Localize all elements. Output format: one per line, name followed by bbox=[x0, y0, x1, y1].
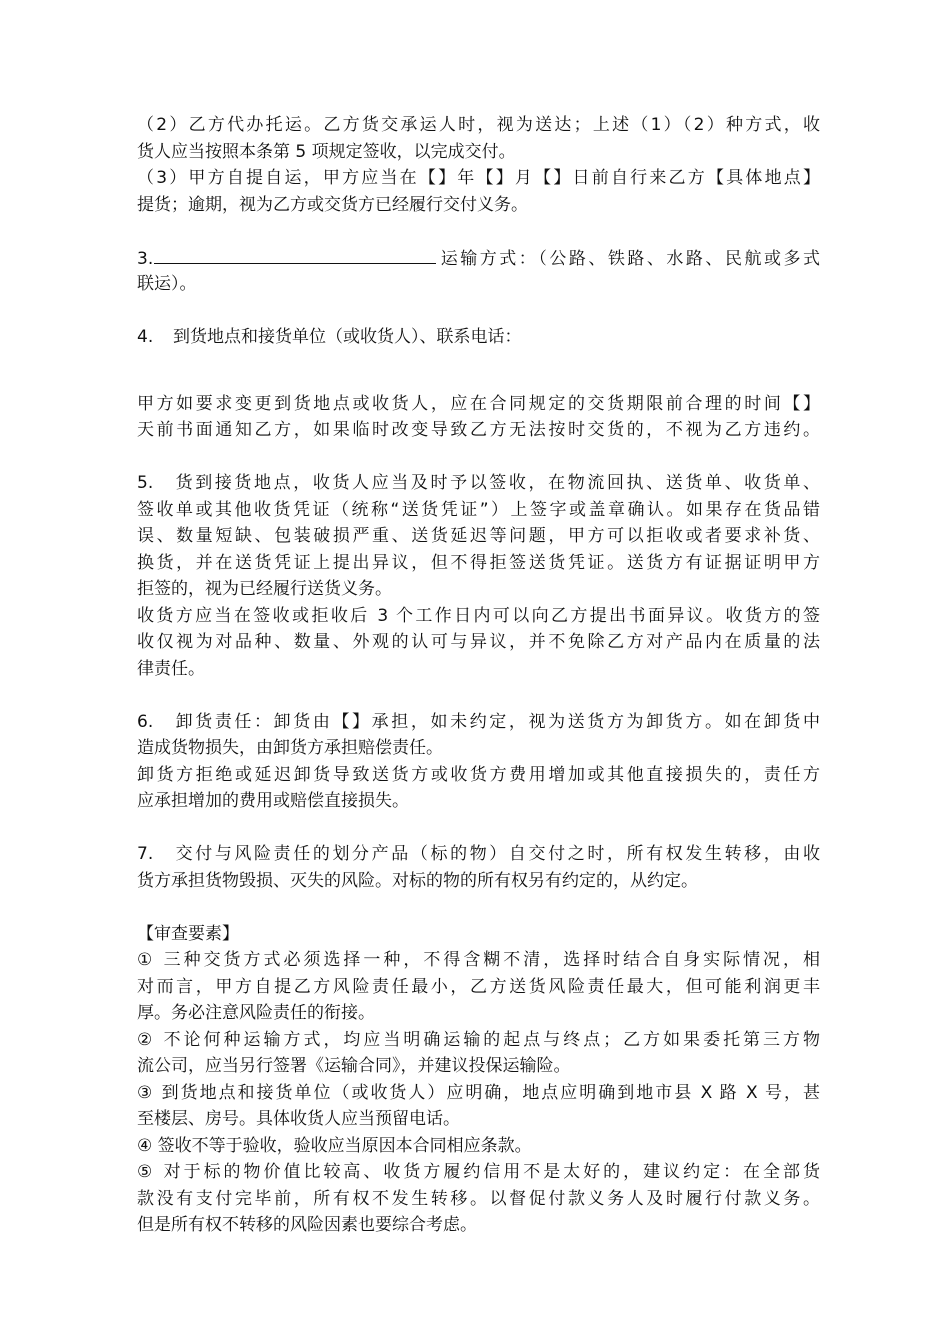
text-line: （3）甲方自提自运，甲方应当在【】年【】月【】日前自行来乙方【具体地点】 bbox=[137, 168, 820, 188]
document-body bbox=[137, 112, 820, 1239]
clause-text: 货到接货地点，收货人应当及时予以签收，在物流回执、送货单、收货单、 bbox=[173, 473, 820, 493]
review-item-line: ⑤ 对于标的物价值比较高、收货方履约信用不是太好的，建议约定：在全部货 bbox=[137, 1162, 820, 1182]
text-line bbox=[137, 709, 820, 736]
text-line: 造成货物损失，由卸货方承担赔偿责任。 bbox=[137, 738, 443, 758]
text-line bbox=[137, 841, 820, 868]
clause-text: 到货地点和接货单位（或收货人）、联系电话： bbox=[173, 327, 522, 347]
clause-number: 3. bbox=[137, 248, 154, 269]
clause-3-transport bbox=[137, 245, 820, 298]
clause-number: 6. bbox=[137, 711, 154, 732]
clause-number: 5. bbox=[137, 473, 154, 493]
text-line bbox=[137, 470, 820, 497]
paragraph-delivery-methods bbox=[137, 112, 820, 218]
review-item-line: ① 三种交货方式必须选择一种，不得含糊不清，选择时结合自身实际情况，相 bbox=[137, 950, 820, 970]
section-heading: 【审查要素】 bbox=[137, 923, 239, 944]
fill-in-blank bbox=[154, 245, 436, 264]
text-line: 货方承担货物毁损、灭失的风险。对标的物的所有权另有约定的，从约定。 bbox=[137, 870, 698, 891]
text-line: 联运）。 bbox=[137, 274, 197, 294]
paragraph-spacer bbox=[137, 894, 820, 921]
text-line: （2）乙方代办托运。乙方货交承运人时，视为送达；上述（1）（2）种方式，收 bbox=[137, 115, 820, 135]
text-line: 卸货方拒绝或延迟卸货导致送货方或收货方费用增加或其他直接损失的，责任方 bbox=[137, 764, 820, 785]
clause-text: 运输方式：（公路、铁路、水路、民航或多式 bbox=[438, 248, 820, 269]
text-line: 收货方应当在签收或拒收后 3 个工作日内可以向乙方提出书面异议。收货方的签 bbox=[137, 605, 820, 626]
paragraph-spacer bbox=[137, 218, 820, 245]
text-line: 误、数量短缺、包装破损严重、送货延迟等问题，甲方可以拒收或者要求补货、 bbox=[137, 526, 820, 546]
clause-text: 交付与风险责任的划分产品（标的物）自交付之时，所有权发生转移，由收 bbox=[173, 844, 820, 864]
clause-6-unloading bbox=[137, 709, 820, 815]
review-item-line: 流公司，应当另行签署《运输合同》，并建议投保运输险。 bbox=[137, 1056, 571, 1076]
text-line: 应承担增加的费用或赔偿直接损失。 bbox=[137, 791, 409, 811]
review-elements-section bbox=[137, 921, 820, 1239]
text-line: 提货；逾期，视为乙方或交货方已经履行交付义务。 bbox=[137, 194, 528, 215]
clause-5-receipt bbox=[137, 470, 820, 682]
paragraph-spacer bbox=[137, 444, 820, 471]
paragraph-spacer bbox=[137, 815, 820, 842]
text-line: 换货，并在送货凭证上提出异议，但不得拒签送货凭证。送货方有证据证明甲方 bbox=[137, 552, 820, 573]
clause-number: 7. bbox=[137, 844, 154, 864]
review-item-line: ④ 签收不等于验收，验收应当原因本合同相应条款。 bbox=[137, 1135, 532, 1156]
clause-text: 卸货责任：卸货由【】承担，如未约定，视为送货方为卸货方。如在卸货中 bbox=[173, 711, 820, 732]
review-item-line: ③ 到货地点和接货单位（或收货人）应明确，地点应明确到地市县 X 路 X 号，甚 bbox=[137, 1082, 820, 1103]
text-line: 律责任。 bbox=[137, 658, 205, 679]
review-item-line: ② 不论何种运输方式，均应当明确运输的起点与终点；乙方如果委托第三方物 bbox=[137, 1029, 820, 1050]
text-line: 天前书面通知乙方，如果临时改变导致乙方无法按时交货的，不视为乙方违约。 bbox=[137, 420, 820, 440]
clause-7-risk bbox=[137, 841, 820, 894]
text-line bbox=[137, 245, 820, 272]
review-item-line: 至楼层、房号。具体收货人应当预留电话。 bbox=[137, 1109, 460, 1129]
paragraph-spacer bbox=[137, 682, 820, 709]
text-line: 拒签的，视为已经履行送货义务。 bbox=[137, 579, 392, 599]
paragraph-change-notice bbox=[137, 391, 820, 444]
text-line: 货人应当按照本条第 5 项规定签收，以完成交付。 bbox=[137, 141, 516, 162]
review-item-line: 款没有支付完毕前，所有权不发生转移。以督促付款义务人及时履行付款义务。 bbox=[137, 1188, 820, 1209]
text-line: 签收单或其他收货凭证（统称“送货凭证”）上签字或盖章确认。如果存在货品错 bbox=[137, 499, 820, 520]
review-item-line: 对而言，甲方自提乙方风险责任最小，乙方送货风险责任最大，但可能利润更丰 bbox=[137, 976, 820, 997]
review-item-line: 但是所有权不转移的风险因素也要综合考虑。 bbox=[137, 1215, 477, 1235]
paragraph-spacer bbox=[137, 351, 820, 391]
text-line: 收仅视为对品种、数量、外观的认可与异议，并不免除乙方对产品内在质量的法 bbox=[137, 632, 820, 652]
clause-number: 4. bbox=[137, 327, 154, 347]
review-item-line: 厚。务必注意风险责任的衔接。 bbox=[137, 1003, 375, 1023]
text-line: 甲方如要求变更到货地点或收货人，应在合同规定的交货期限前合理的时间【】 bbox=[137, 393, 820, 414]
clause-4-destination bbox=[137, 324, 820, 351]
paragraph-spacer bbox=[137, 298, 820, 325]
